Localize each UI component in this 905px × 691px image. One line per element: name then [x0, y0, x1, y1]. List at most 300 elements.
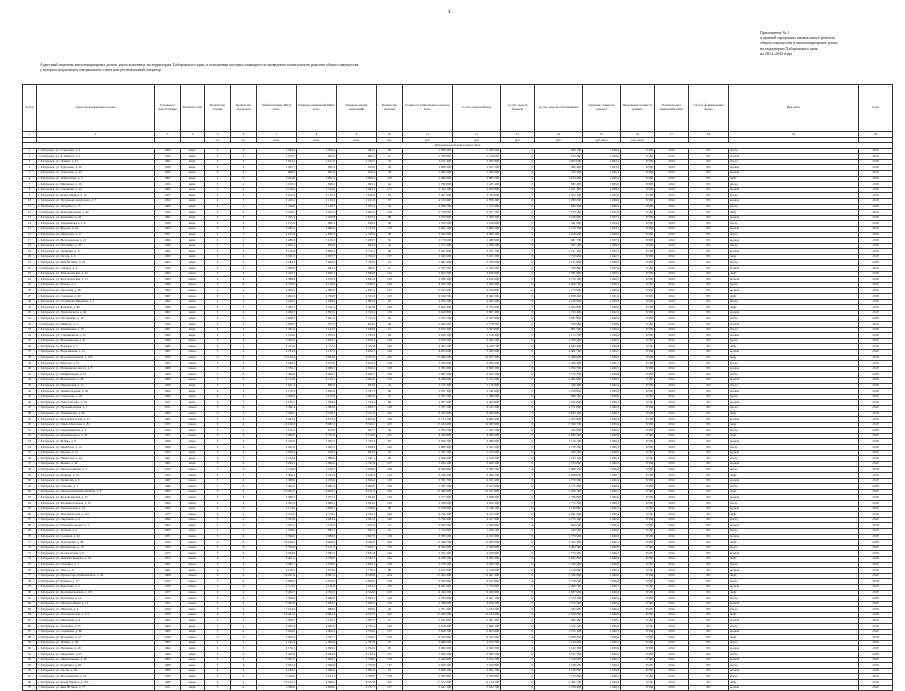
table-cell: 8 500 [621, 640, 655, 646]
table-cell: 2014 [655, 501, 689, 507]
table-cell: 2018 [859, 596, 893, 602]
table-cell: 2 992,5 [297, 445, 337, 451]
table-cell: 1959 [155, 428, 181, 434]
table-cell: 863,9 [337, 450, 377, 456]
table-cell: 1960 [155, 204, 181, 210]
table-cell: 195 [377, 377, 403, 383]
table-cell: 4 137,5 [297, 349, 337, 355]
table-cell: 8 500 [621, 674, 655, 680]
table-cell: 2018 [859, 461, 893, 467]
table-cell: 1 940,1 [583, 657, 621, 663]
table-cell: 89 [23, 640, 37, 646]
table-cell: кровля [729, 249, 859, 255]
table-cell: 1 953,6 [583, 165, 621, 171]
table-cell: 48 [23, 411, 37, 417]
table-cell: лифт [729, 590, 859, 596]
table-cell: 5 795 800 [403, 596, 453, 602]
table-cell: 5 [205, 596, 231, 602]
table-cell: 224 [377, 473, 403, 479]
column-number: 12 [453, 132, 501, 138]
table-cell: 54 [23, 445, 37, 451]
table-cell: кровля [729, 165, 859, 171]
table-cell: 223 [377, 556, 403, 562]
table-cell: 5 792 400 [403, 551, 453, 557]
table-cell: 5 787 100 [403, 405, 453, 411]
table-cell: 3 280,3 [257, 226, 297, 232]
table-cell: г. Хабаровск, ул. Тихоокеанская, д. 52 [37, 271, 155, 277]
table-cell: 1 831,0 [297, 316, 337, 322]
table-cell: 17 434 600 [403, 422, 453, 428]
table-cell: 1963 [155, 310, 181, 316]
table-cell: 17 448 700 [403, 540, 453, 546]
table-cell: 1966 [155, 377, 181, 383]
table-cell: 3 [231, 193, 257, 199]
table-cell: 1968 [155, 484, 181, 490]
table-cell: 2018 [859, 182, 893, 188]
table-cell: 4 521,6 [337, 294, 377, 300]
table-cell: лифт [729, 489, 859, 495]
table-cell: 140 [377, 517, 403, 523]
table-cell: г. Хабаровск, ул. Трехгорная, д. 48 [37, 540, 155, 546]
table-cell: 2018 [859, 210, 893, 216]
table-cell: 3 306,0 [257, 685, 297, 691]
table-cell: панел. [181, 540, 205, 546]
table-cell: 2018 [859, 540, 893, 546]
table-cell: 1 110 100 [535, 439, 583, 445]
table-cell: 5 322 100 [403, 187, 453, 193]
table-cell: кирп. [181, 232, 205, 238]
table-cell: 2 [231, 528, 257, 534]
table-cell: 1 503 800 [453, 327, 501, 333]
table-cell: 1 772 400 [535, 601, 583, 607]
table-cell: 4 [231, 652, 257, 658]
table-cell: РО [689, 657, 729, 663]
table-cell: кирп. [181, 204, 205, 210]
table-cell: РО [689, 601, 729, 607]
table-cell: 224 [377, 635, 403, 641]
table-cell: 4 [205, 389, 231, 395]
table-cell: 4 [231, 540, 257, 546]
table-cell: 4 [231, 624, 257, 630]
table-cell: г. Хабаровск, ул. Тихоокеанская, д. 173 [37, 612, 155, 618]
table-cell: 3 [231, 456, 257, 462]
table-cell: 4 009 700 [453, 562, 501, 568]
table-cell: 5 [205, 417, 231, 423]
column-header: Количество этажей [205, 85, 231, 132]
table-cell: кровля [729, 366, 859, 372]
table-cell: 6 [231, 467, 257, 473]
table-cell: 1 008,9 [257, 322, 297, 328]
table-cell: 2 [231, 433, 257, 439]
table-cell: панел. [181, 473, 205, 479]
table-cell: 2014 [655, 618, 689, 624]
table-cell: 4 150,9 [297, 282, 337, 288]
table-cell: 5 569 800 [453, 545, 501, 551]
table-cell: 1 939,9 [583, 680, 621, 686]
table-cell: кровля [729, 215, 859, 221]
table-cell: 2 831,8 [337, 551, 377, 557]
table-cell: 2 602,5 [337, 187, 377, 193]
table-cell: 1 936,3 [583, 204, 621, 210]
table-cell: 93 [23, 663, 37, 669]
table-cell: г. Хабаровск, ул. Промышленная, д. 7 [37, 405, 155, 411]
table-cell: 2014 [655, 523, 689, 529]
register-table-wrapper [22, 84, 892, 690]
table-cell: панел. [181, 422, 205, 428]
table-cell: 2 518 900 [453, 568, 501, 574]
table-cell: 138 [377, 361, 403, 367]
table-cell: 3 401,0 [257, 445, 297, 451]
table-cell: фасад [729, 221, 859, 227]
table-cell: РО [689, 646, 729, 652]
table-cell: 1 939,9 [583, 322, 621, 328]
table-cell: г. Хабаровск, ул. Тургенева, д. 32 [37, 170, 155, 176]
table-cell: кирп. [181, 624, 205, 630]
table-cell: 8 500 [621, 467, 655, 473]
table-cell: 2018 [859, 573, 893, 579]
table-cell: РО [689, 512, 729, 518]
table-cell: 8 500 [621, 260, 655, 266]
table-cell: 2 982,6 [297, 405, 337, 411]
table-cell: 10 201,9 [257, 573, 297, 579]
table-cell: 5 [205, 372, 231, 378]
table-cell: г. Хабаровск, ул. Фрунзе, д. 44 [37, 226, 155, 232]
column-number: 14 [535, 132, 583, 138]
table-cell: 2014 [655, 349, 689, 355]
table-cell: 90 [377, 456, 403, 462]
table-cell: 0 [501, 607, 535, 613]
table-cell: кирп. [181, 394, 205, 400]
table-cell: 8 500 [621, 361, 655, 367]
table-cell: 1 937,5 [583, 238, 621, 244]
table-cell: 0 [501, 584, 535, 590]
table-cell: 3 387,7 [257, 562, 297, 568]
table-cell: 5 401,4 [257, 556, 297, 562]
table-cell: лифт [729, 573, 859, 579]
table-cell: 2014 [655, 495, 689, 501]
table-cell: 3 [231, 249, 257, 255]
table-cell: 1966 [155, 282, 181, 288]
table-cell: 79 [23, 584, 37, 590]
table-cell: г. Хабаровск, ул. Юности, д. 10 [37, 361, 155, 367]
table-cell: 8 500 [621, 383, 655, 389]
table-cell: фасад [729, 338, 859, 344]
table-cell: 1 731 000 [403, 266, 453, 272]
table-cell: 57 [23, 461, 37, 467]
table-cell: 2018 [859, 433, 893, 439]
table-cell: 2 824 800 [535, 305, 583, 311]
table-cell: 0 [501, 310, 535, 316]
table-cell: 5 806 400 [403, 445, 453, 451]
table-cell: 689 100 [535, 394, 583, 400]
table-cell: 5 [23, 170, 37, 176]
table-cell: 60 [23, 478, 37, 484]
table-cell: 140 [377, 405, 403, 411]
table-cell: 9 [205, 556, 231, 562]
table-cell: г. Хабаровск, ул. Ким Ю Чена, д. 77 [37, 685, 155, 691]
table-cell: 1 940,3 [583, 674, 621, 680]
table-cell: 4 010 200 [453, 277, 501, 283]
table-cell: 1966 [155, 338, 181, 344]
table-cell: 17 [23, 238, 37, 244]
table-cell: лифт [729, 355, 859, 361]
table-cell: 2 898,2 [297, 461, 337, 467]
table-cell: 1 940,0 [583, 450, 621, 456]
table-cell: г. Хабаровск, ул. Матвеевское шоссе, д. 3 [37, 366, 155, 372]
table-cell: 4 [23, 165, 37, 171]
table-cell: 1974 [155, 556, 181, 562]
table-cell: 0 [501, 556, 535, 562]
table-cell: кровля [729, 506, 859, 512]
table-cell: 3 900 500 [453, 461, 501, 467]
table-cell: кровля [729, 478, 859, 484]
table-cell: кровля [729, 400, 859, 406]
table-cell: 1 710 700 [535, 226, 583, 232]
table-cell: 4 [231, 187, 257, 193]
table-cell: 8 500 [621, 165, 655, 171]
table-cell: 1 072 300 [535, 193, 583, 199]
table-cell: 8 500 [621, 344, 655, 350]
table-cell: 557 100 [535, 243, 583, 249]
table-cell: РО [689, 612, 729, 618]
table-cell: 8 500 [621, 685, 655, 691]
table-cell: 0 [501, 417, 535, 423]
table-cell: 0 [501, 389, 535, 395]
table-cell: фасад [729, 282, 859, 288]
table-cell: 2014 [655, 674, 689, 680]
table-cell: 1 940,0 [583, 612, 621, 618]
table-cell: 0 [501, 271, 535, 277]
table-cell: 5 406,2 [257, 473, 297, 479]
table-cell: 2018 [859, 159, 893, 165]
table-cell: 0 [501, 456, 535, 462]
table-cell: 424 [377, 540, 403, 546]
table-cell: панел. [181, 501, 205, 507]
table-cell: 139 [377, 534, 403, 540]
table-cell: 4 148,7 [297, 467, 337, 473]
table-cell: 2 [231, 165, 257, 171]
table-cell: 0 [501, 187, 535, 193]
table-cell: 0 [501, 640, 535, 646]
table-cell: 2014 [655, 333, 689, 339]
table-cell: РО [689, 372, 729, 378]
table-cell: 3 [205, 154, 231, 160]
table-cell: РО [689, 204, 729, 210]
table-cell: 542 000 [535, 428, 583, 434]
column-header: № п/п [23, 85, 37, 132]
column-unit: кв.м [337, 137, 377, 143]
table-cell: 0 [501, 428, 535, 434]
table-cell: 1 942,5 [583, 310, 621, 316]
table-cell: 3 299,0 [257, 629, 297, 635]
table-cell: 1 940,8 [583, 433, 621, 439]
table-cell: 1 896,3 [297, 506, 337, 512]
table-cell: лифт [729, 176, 859, 182]
table-cell: 812,0 [337, 165, 377, 171]
table-cell: кровля [729, 187, 859, 193]
table-cell: 2014 [655, 361, 689, 367]
table-cell: 2014 [655, 417, 689, 423]
table-cell: 3 [23, 159, 37, 165]
table-cell: 424 [377, 573, 403, 579]
table-cell: 1975 [155, 579, 181, 585]
table-cell: 0 [501, 680, 535, 686]
table-cell: 0 [501, 322, 535, 328]
table-cell: 2 208 700 [403, 204, 453, 210]
table-cell: 2018 [859, 344, 893, 350]
table-cell: г. Хабаровск, ул. Хабаровская, д. 19 [37, 506, 155, 512]
table-cell: 1 042,1 [257, 243, 297, 249]
table-cell: 1966 [155, 517, 181, 523]
table-cell: 861,9 [297, 170, 337, 176]
table-cell: 138 [377, 674, 403, 680]
table-cell: 1 939,9 [583, 646, 621, 652]
table-cell: панел. [181, 445, 205, 451]
table-cell: 2014 [655, 445, 689, 451]
table-cell: 4 [231, 277, 257, 283]
table-cell: 2018 [859, 294, 893, 300]
table-cell: 51 [377, 523, 403, 529]
table-cell: кирп. [181, 428, 205, 434]
table-cell: 9 [205, 612, 231, 618]
table-cell: 1 952,6 [583, 193, 621, 199]
table-cell: 1 611,0 [297, 159, 337, 165]
table-cell: 1965 [155, 417, 181, 423]
table-cell: РО [689, 618, 729, 624]
table-cell: 1968 [155, 305, 181, 311]
table-cell: 2014 [655, 467, 689, 473]
table-cell: 3 [231, 646, 257, 652]
table-cell: фасад [729, 607, 859, 613]
annex-line: к краевой программе капитального ремонта [760, 35, 835, 41]
table-cell: 3 407 900 [403, 193, 453, 199]
table-cell: кирп. [181, 383, 205, 389]
table-cell: 1 937,2 [583, 249, 621, 255]
table-cell: 6 375 600 [453, 305, 501, 311]
table-cell: 2014 [655, 657, 689, 663]
table-cell: 20 [23, 254, 37, 260]
table-cell: 8 500 [621, 405, 655, 411]
column-number: 16 [621, 132, 655, 138]
table-cell: 1 795,0 [337, 260, 377, 266]
table-cell: 137 [377, 629, 403, 635]
table-cell: 40 [23, 366, 37, 372]
table-cell: 1961 [155, 456, 181, 462]
table-cell: 6 [231, 584, 257, 590]
column-number: 19 [729, 132, 859, 138]
table-cell: 223 [377, 294, 403, 300]
table-cell: 5 822 700 [403, 271, 453, 277]
table-cell: 6 415 000 [453, 512, 501, 518]
table-cell: 1 301,6 [257, 327, 297, 333]
table-cell: 998,5 [257, 170, 297, 176]
table-cell: 1 135,6 [297, 523, 337, 529]
table-cell: 3 395,2 [257, 288, 297, 294]
table-cell: г. Хабаровск, ул. Союзная, д. 23 [37, 534, 155, 540]
table-cell: 3 933,4 [337, 584, 377, 590]
table-cell: 3 290,7 [257, 310, 297, 316]
table-cell: РО [689, 377, 729, 383]
table-cell: 4 [205, 640, 231, 646]
table-cell: г. Хабаровск, ул. Гагарина, д. 3 [37, 562, 155, 568]
table-cell: 75 [23, 562, 37, 568]
table-cell: 0 [501, 534, 535, 540]
table-cell: 0 [501, 226, 535, 232]
table-cell: 1 766 300 [535, 361, 583, 367]
table-cell: 2 550 600 [453, 260, 501, 266]
table-cell: 5 [205, 663, 231, 669]
table-cell: 2 [231, 450, 257, 456]
table-cell: 8 500 [621, 210, 655, 216]
table-cell: 2014 [655, 366, 689, 372]
column-number: 15 [583, 132, 621, 138]
table-cell: 8 500 [621, 584, 655, 590]
table-cell: 0 [501, 305, 535, 311]
table-cell: г. Хабаровск, ул. Аксенова, д. 28 [37, 288, 155, 294]
table-cell: 4 [231, 484, 257, 490]
table-cell: 196 [377, 467, 403, 473]
table-cell: 2 [231, 204, 257, 210]
table-cell: г. Хабаровск, ул. Ульяновская, д. 60 [37, 411, 155, 417]
table-cell: 4 [231, 685, 257, 691]
table-cell: 2 952,3 [297, 210, 337, 216]
table-cell: 2 464 500 [535, 545, 583, 551]
table-cell: фасад [729, 182, 859, 188]
table-cell: 3 936,8 [337, 467, 377, 473]
table-cell: РО [689, 383, 729, 389]
table-cell: 10 210,4 [257, 355, 297, 361]
table-cell: РО [689, 344, 729, 350]
table-cell: 9 [205, 355, 231, 361]
table-cell: 1 939,7 [583, 349, 621, 355]
table-cell: 8 500 [621, 501, 655, 507]
table-cell: г. Хабаровск, ул. Орджоникидзе, д. 5 [37, 428, 155, 434]
table-cell: 13 [23, 215, 37, 221]
table-cell: 50 [377, 238, 403, 244]
table-cell: г. Хабаровск, ул. Тургенева, д. 30 [37, 165, 155, 171]
table-cell: г. Хабаровск, ул. Некрасова, д. 44 [37, 456, 155, 462]
table-cell: РО [689, 422, 729, 428]
table-cell: 8 500 [621, 506, 655, 512]
table-cell: г. Хабаровск, ул. Краснодарская, д. 13 [37, 277, 155, 283]
table-cell: РО [689, 182, 729, 188]
table-cell: 8 500 [621, 226, 655, 232]
table-cell: кирп. [181, 456, 205, 462]
table-cell: 1 770 900 [535, 534, 583, 540]
table-cell: 2 469 700 [535, 282, 583, 288]
table-cell: 2018 [859, 254, 893, 260]
column-number: 4 [181, 132, 205, 138]
annex-line: на территории Хабаровского края [760, 45, 818, 51]
table-cell: 2014 [655, 405, 689, 411]
table-cell: г. Хабаровск, ул. Демьяна Бедного, д. 19 [37, 556, 155, 562]
table-cell: 3 [231, 640, 257, 646]
column-unit: руб./кв.м [583, 137, 621, 143]
table-cell: 2018 [859, 579, 893, 585]
table-cell: 5 [205, 562, 231, 568]
table-cell: 1 940,0 [583, 232, 621, 238]
table-cell: панел. [181, 411, 205, 417]
table-cell: 1 940,2 [583, 607, 621, 613]
table-cell: 982,3 [337, 148, 377, 154]
table-cell: 2018 [859, 204, 893, 210]
table-cell: 1 940,9 [583, 316, 621, 322]
table-cell: 1 745,3 [297, 193, 337, 199]
table-cell: 6 [231, 377, 257, 383]
table-cell: 38 [23, 355, 37, 361]
table-cell: 8 500 [621, 562, 655, 568]
table-cell: 3 996 300 [453, 366, 501, 372]
